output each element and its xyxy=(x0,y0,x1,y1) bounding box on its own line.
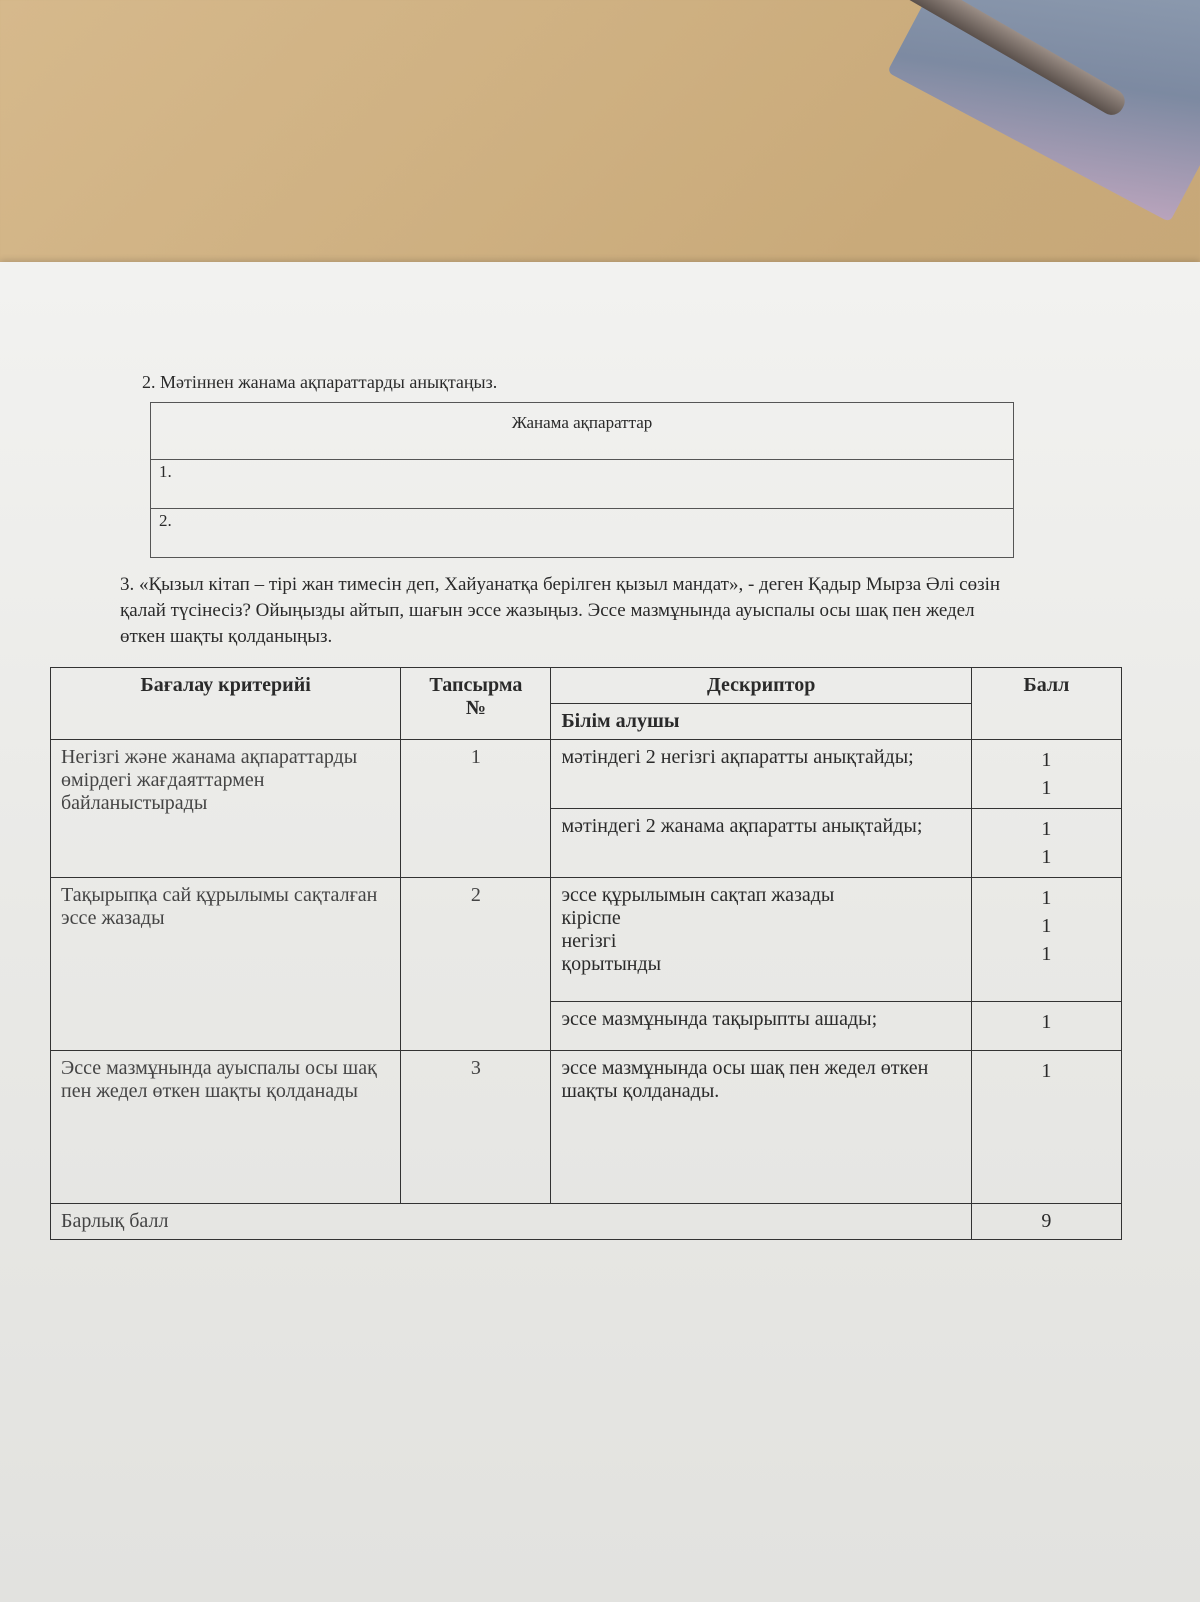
side-info-row-2: 2. xyxy=(151,509,1014,558)
score-value: 1 xyxy=(1041,1060,1052,1082)
score-2a xyxy=(971,878,1121,1002)
side-info-table xyxy=(150,402,1014,558)
task-header-label: Тапсырма xyxy=(429,674,523,696)
score-1b xyxy=(971,809,1121,878)
worksheet-page xyxy=(0,262,1200,1602)
descriptor-1b: мәтіндегі 2 жанама ақпаратты анықтайды; xyxy=(551,809,971,878)
descriptor-2a: эссе құрылымын сақтап жазады кіріспе негізгі қорытынды xyxy=(551,878,971,1002)
task-2-number: 2 xyxy=(401,878,551,1051)
learner-header: Білім алушы xyxy=(551,704,971,740)
task-number-sign: № xyxy=(465,697,486,719)
score-header: Балл xyxy=(971,668,1121,740)
score-value: 1 xyxy=(1041,1011,1052,1034)
criterion-1: Негізгі және жанама ақпараттарды өмірдегі жағдаяттармен байланыстырады xyxy=(51,740,401,878)
task3-prompt: 3. «Қызыл кітап – тірі жан тимесін деп, Хайуанатқа берілген қызыл мандат», - деген Қадыр Мырза Әлі сөзін қалай түсінесіз? Ойыңызды айтып, шағын эссе жазыңыз. Эссе мазмұнында ауыспалы осы шақ пен жедел өткен шақты қолданыңыз. xyxy=(120,574,1001,647)
task-1-number: 1 xyxy=(401,740,551,878)
criteria-header: Бағалау критерийі xyxy=(51,668,401,740)
score-3a xyxy=(971,1051,1121,1204)
descriptor-2b: эссе мазмұнында тақырыпты ашады; xyxy=(551,1002,971,1051)
rubric-table xyxy=(50,667,1122,1240)
score-1a xyxy=(971,740,1121,809)
descriptor-3a: эссе мазмұнында осы шақ пен жедел өткен шақты қолданады. xyxy=(551,1051,971,1204)
total-label: Барлық балл xyxy=(51,1204,972,1240)
task2-heading: 2. Мәтіннен жанама ақпараттарды анықтаңыз. xyxy=(142,372,498,392)
score-value: 1 xyxy=(1041,887,1052,909)
criterion-2: Тақырыпқа сай құрылымы сақталған эссе жазады xyxy=(51,878,401,1051)
score-value: 1 xyxy=(1041,777,1052,799)
task-3-number: 3 xyxy=(401,1051,551,1204)
score-value: 1 xyxy=(1041,915,1052,937)
side-info-row-1: 1. xyxy=(151,460,1014,509)
score-value: 1 xyxy=(1041,846,1052,868)
score-value: 1 xyxy=(1041,818,1052,840)
descriptor-1a: мәтіндегі 2 негізгі ақпаратты анықтайды; xyxy=(551,740,971,809)
score-value: 1 xyxy=(1041,943,1052,965)
total-value: 9 xyxy=(971,1204,1121,1240)
side-info-header: Жанама ақпараттар xyxy=(151,403,1014,460)
score-2b xyxy=(971,1002,1121,1051)
descriptor-header: Дескриптор xyxy=(551,668,971,704)
desk-notebook xyxy=(887,0,1200,222)
score-value: 1 xyxy=(1041,749,1052,771)
criterion-3: Эссе мазмұнында ауыспалы осы шақ пен жедел өткен шақты қолданады xyxy=(51,1051,401,1204)
task-header xyxy=(401,668,551,740)
